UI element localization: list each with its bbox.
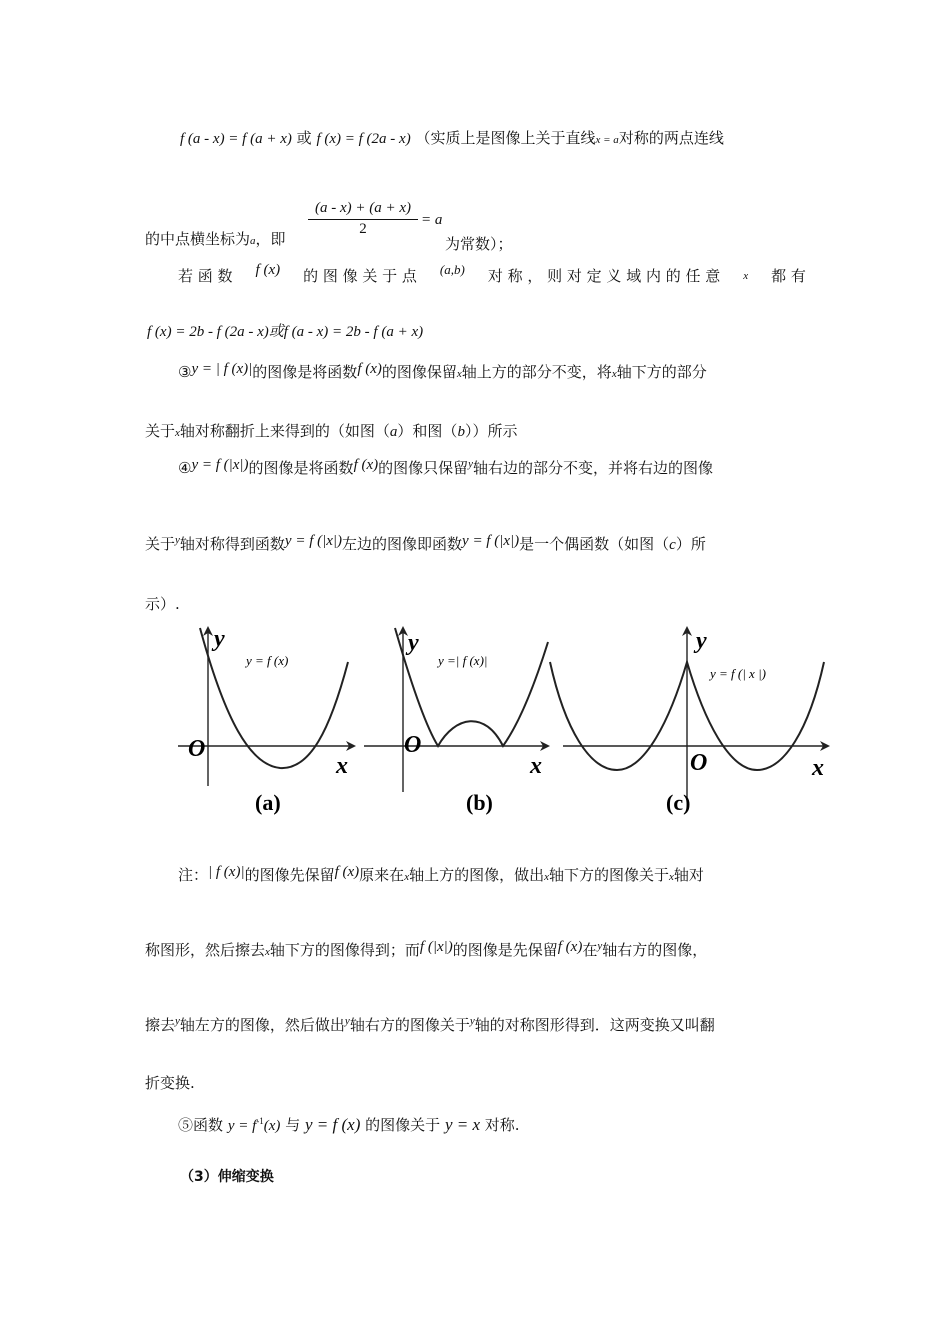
text: 轴上方的部分不变，将 (461, 363, 612, 381)
text: 对称. (484, 1116, 520, 1134)
math: y = f (|x|) (284, 533, 343, 549)
axis-label-x: x (336, 753, 348, 779)
section-heading: （3）伸缩变换 (180, 1169, 274, 1185)
origin-label: O (404, 732, 422, 758)
origin-label: O (188, 736, 206, 762)
text: 对称的两点连线 (618, 129, 724, 147)
line-6 (145, 421, 517, 443)
text: 关于 (145, 422, 176, 440)
text: 的图像是先保留 (452, 941, 558, 959)
text: 轴右边的部分不变，并将右边的图像 (473, 459, 714, 477)
var-a: a (389, 424, 398, 440)
text-or: 或 (296, 129, 312, 147)
math-var: x (611, 368, 617, 380)
text: 轴的对称图形得到．这两变换又叫翻 (474, 1016, 715, 1034)
fraction (308, 200, 418, 238)
text: 的图像是将函数 (252, 363, 358, 381)
note-line-2 (145, 940, 707, 962)
axis-label-x: x (530, 753, 542, 779)
text: 左边的图像即函数 (342, 535, 463, 553)
figure-c (550, 628, 828, 815)
text: ））所示 (464, 422, 518, 440)
math-var: x = a (595, 134, 619, 146)
math: y = f (|x|) (191, 457, 249, 473)
text: 原来在 (359, 866, 405, 884)
axis-label-y: y (408, 630, 419, 656)
text: 的图像保留 (381, 363, 457, 381)
note-line-1 (178, 865, 704, 887)
text: 函数 (193, 1116, 224, 1134)
math-var: x (743, 270, 749, 282)
text: 轴对称翻折上来得到的（如图（ (179, 422, 390, 440)
figure-b (364, 628, 548, 815)
math-var: x (175, 427, 180, 439)
text: 都 有 (771, 267, 806, 285)
note-line-4: 折变换. (145, 1074, 195, 1092)
fraction-rhs: = a (421, 212, 443, 228)
math: y = x (444, 1115, 480, 1134)
var-c: c (669, 537, 676, 553)
fraction-numerator: (a - x) + (a + x) (314, 200, 412, 216)
text: 擦去 (145, 1016, 176, 1034)
line-5 (178, 362, 707, 384)
math-var: x (544, 871, 549, 883)
line-3 (178, 262, 806, 286)
math: f (x) (557, 939, 583, 955)
text: 轴右方的图像， (602, 941, 708, 959)
var-b: b (457, 424, 465, 440)
text: 轴上方的图像，做出 (409, 866, 545, 884)
function-label: y = f (x) (246, 653, 289, 668)
line-8 (145, 534, 706, 556)
text: 称图形，然后擦去 (145, 941, 266, 959)
math: | f (x)| (208, 864, 245, 880)
line-7 (178, 458, 713, 480)
text: 的图像只保留 (378, 459, 469, 477)
origin-label: O (690, 750, 708, 776)
text: 轴右方的图像关于 (349, 1016, 470, 1034)
math-var: y (175, 1015, 180, 1027)
function-graphs (170, 620, 840, 820)
math-f: f (x) (255, 262, 281, 278)
math-var: x (669, 871, 674, 883)
text: 的中点横坐标为 (145, 230, 251, 248)
num: ③ (178, 363, 192, 381)
math-var: y (469, 1015, 475, 1027)
text: 为常数）； (445, 235, 513, 253)
text: 轴对 (673, 866, 704, 884)
axis-label-y: y (696, 628, 707, 654)
text: 若 函 数 (178, 267, 233, 285)
text: 与 (285, 1116, 301, 1134)
text: 对 称 ， 则 对 定 义 域 内 的 任 意 (487, 267, 721, 285)
math: f (|x|) (419, 939, 453, 955)
text: （实质上是图像上关于直线 (415, 129, 596, 147)
math-var: x (404, 871, 410, 883)
line-10 (178, 1111, 520, 1136)
math-var: y (344, 1015, 350, 1027)
fraction-denominator: 2 (359, 221, 367, 237)
math: f (x) (353, 457, 379, 473)
math-var: y (597, 940, 603, 952)
line-4-formula: f (x) = 2b - f (2a - x)或f (a - x) = 2b - f (a + x) (147, 324, 424, 340)
math: y = f (x) (305, 1115, 361, 1134)
text: 的 图 像 关 于 点 (303, 267, 417, 285)
math: f (x) (357, 361, 382, 377)
num: ④ (178, 459, 192, 477)
text: 轴下方的图像得到；而 (269, 941, 420, 959)
figure-label: (a) (255, 790, 281, 815)
math-superscript: -1 (256, 1116, 264, 1126)
function-label: y = f (| x |) (710, 666, 766, 681)
math: f (x) (334, 864, 360, 880)
math: y = | f (x)| (191, 361, 253, 377)
math: y = f (227, 1118, 257, 1134)
line-1 (180, 128, 724, 150)
text: 是一个偶函数（如图（ (519, 535, 670, 553)
text: 的图像先保留 (244, 866, 335, 884)
note-line-3 (145, 1015, 715, 1037)
text: ，即 (255, 230, 286, 248)
axis-label-y: y (214, 626, 225, 652)
text: 轴对称得到函数 (179, 535, 285, 553)
figure-a (178, 626, 354, 815)
line-9: 示）. (145, 595, 180, 613)
axis-label-x: x (812, 755, 824, 781)
text: 轴下方的部分 (616, 363, 707, 381)
line-2 (145, 229, 286, 251)
math-point: (a,b) (439, 262, 465, 277)
text: 关于 (145, 535, 176, 553)
text: 的图像关于 (365, 1116, 441, 1134)
math-var: x (265, 946, 270, 958)
math-var: a (250, 235, 256, 247)
math-var: y (175, 534, 180, 546)
math: (x) (263, 1118, 281, 1134)
text: 轴下方的图像关于 (548, 866, 669, 884)
text: 在 (582, 941, 598, 959)
text: 轴左方的图像，然后做出 (179, 1016, 345, 1034)
function-label: y =| f (x)| (438, 653, 488, 668)
text: ）所 (675, 535, 706, 553)
text: 的图像是将函数 (248, 459, 354, 477)
text: ）和图（ (397, 422, 458, 440)
math-var: y (468, 458, 474, 470)
num: ⑤ (178, 1116, 194, 1134)
figure-label: (b) (466, 790, 493, 815)
math-var: x (456, 368, 462, 380)
math-symmetry-a: f (a - x) = f (a + x) (180, 131, 292, 147)
math-symmetry-b: f (x) = f (2a - x) (316, 131, 411, 147)
text: 注： (178, 866, 209, 884)
math: y = f (|x|) (462, 533, 520, 549)
figure-label: (c) (666, 790, 691, 815)
